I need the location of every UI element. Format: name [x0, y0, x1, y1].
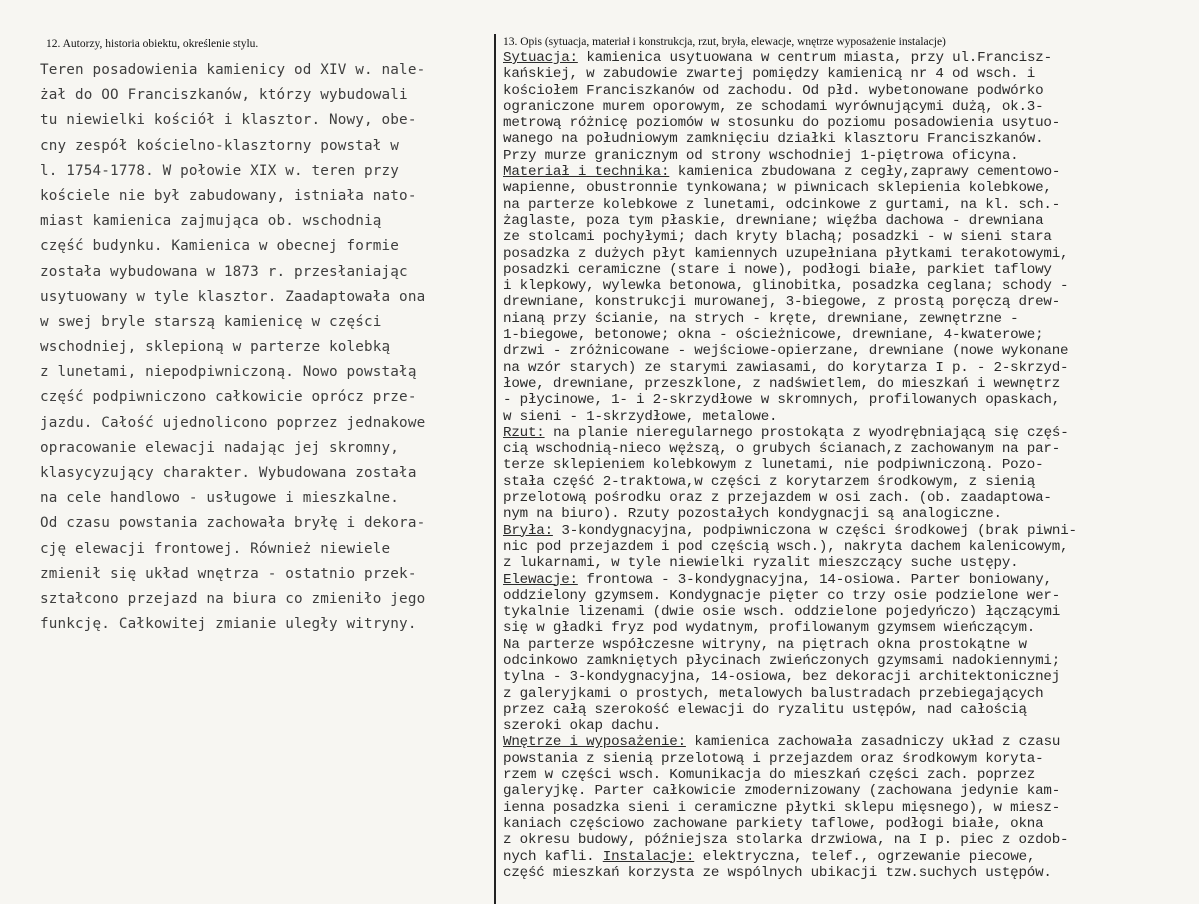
line-text: odcinkowo zamkniętych płycinach zwieńczonych gzymsami nadokiennymi;	[503, 652, 1061, 669]
line-text: z okresu budowy, późniejsza stolarka drzwiowa, na I p. piec z ozdob-	[503, 832, 1069, 849]
line-text: metrową różnicę poziomów w stosunku do poziomu posadowienia usytuo-	[503, 115, 1061, 132]
line-text: drewniane, konstrukcji murowanej, 3-biegowe, z prostą poręczą drew-	[503, 294, 1061, 311]
line-text: galeryjkę. Parter całkowicie zmodernizowany (zachowana jedynie kam-	[503, 783, 1061, 800]
section-13-column	[503, 36, 1195, 881]
text-line: część podpiwniczono całkowicie oprócz prze-	[40, 389, 417, 406]
text-line	[503, 50, 1195, 66]
text-line: ształcono przejazd na biura co zmieniło jego	[40, 590, 426, 607]
line-text: żaglaste, poza tym płaskie, drewniane; więźba dachowa - drewniana	[503, 212, 1044, 229]
text-line	[503, 588, 1195, 604]
line-text: kaniach częściowo zachowane parkiety taflowe, podłogi białe, okna	[503, 815, 1044, 832]
line-text: przelotową pośrodku oraz z przejazdem w osi zach. (ob. zaadaptowa-	[503, 490, 1052, 507]
text-line	[503, 99, 1195, 115]
text-line: na cele handlowo - usługowe i mieszkalne.	[40, 490, 400, 507]
text-line: cję elewacji frontowej. Również niewiele	[40, 540, 391, 557]
text-line: tu niewielki kościół i klasztor. Nowy, obe-	[40, 112, 417, 129]
section-12-body	[40, 58, 490, 637]
text-line	[503, 767, 1195, 783]
text-line	[503, 523, 1195, 539]
line-text: nych kafli.	[503, 848, 603, 865]
text-line: część budynku. Kamienica w obecnej formie	[40, 238, 400, 255]
text-line	[503, 425, 1195, 441]
text-line	[503, 115, 1195, 131]
line-text: posadzki ceramiczne (stare i nowe), podłogi białe, parkiet taflowy	[503, 261, 1052, 278]
text-line: została wybudowana w 1873 r. przesłaniając	[40, 263, 408, 280]
line-text: - płycinowe, 1- i 2-skrzydłowe w skromnych, profilowanych opaskach,	[503, 392, 1061, 409]
line-text: powstania z sienią przelotową i przejazdem oraz środkowym koryta-	[503, 750, 1044, 767]
text-line	[503, 718, 1195, 734]
subsection-heading: Elewacje:	[503, 571, 578, 588]
text-line	[503, 506, 1195, 522]
text-line	[503, 637, 1195, 653]
text-line	[503, 751, 1195, 767]
section-13-title: 13. Opis (sytuacja, materiał i konstrukcja, rzut, bryła, elewacje, wnętrze wyposażenie instalacje)	[503, 36, 946, 48]
line-text: z lukarnami, w tyle niewielki ryzalit mieszczący suche ustępy.	[503, 555, 1019, 572]
line-text: stała część 2-traktowa,w części z korytarzem środkowym, z sienią	[503, 473, 1036, 490]
text-line	[503, 702, 1195, 718]
line-text: na wzór starych) ze starymi zawiasami, do korytarza I p. - 2-skrzyd-	[503, 359, 1069, 376]
subsection-heading: Bryła:	[503, 522, 553, 539]
line-text: nianą przy ścianie, na strych - kręte, drewniane, zewnętrzne -	[503, 310, 1019, 327]
section-13-body	[503, 50, 1195, 881]
line-text: kościołem Franciszkanów od zachodu. Od płd. wybetonowane podwórko	[503, 82, 1044, 99]
line-text: wanego na południowym zamknięciu działki klasztoru Franciszkanów.	[503, 131, 1044, 148]
line-text: ienna posadzka sieni i ceramiczne płytki sklepu mięsnego), w miesz-	[503, 799, 1061, 816]
column-divider	[494, 34, 496, 904]
text-line	[503, 865, 1195, 881]
text-line	[503, 311, 1195, 327]
text-line	[503, 197, 1195, 213]
text-line	[503, 66, 1195, 82]
line-text: 1-biegowe, betonowe; okna - ościeżnicowe, drewniane, 4-kwaterowe;	[503, 327, 1044, 344]
text-line: opracowanie elewacji nadając jej skromny,	[40, 439, 400, 456]
text-line	[503, 392, 1195, 408]
text-line: jazdu. Całość ujednolicono poprzez jednakowe	[40, 414, 426, 431]
line-text: ze stolcami pochyłymi; dach kryty blachą; posadzki - w sieni stara	[503, 229, 1052, 246]
subsection-heading: Instalacje:	[602, 848, 695, 865]
line-text: ograniczone murem oporowym, ze schodami wyrównującymi dużą, ok.3-	[503, 98, 1044, 115]
line-text: tylna - 3-kondygnacyjna, 14-osiowa, bez dekoracji architektonicznej	[503, 669, 1061, 686]
line-text: łowe, drewniane, przeszklone, z nadświetlem, do mieszkań i wewnętrz	[503, 375, 1061, 392]
text-line	[503, 409, 1195, 425]
text-line	[503, 164, 1195, 180]
text-line: kościele nie był zabudowany, istniała nato-	[40, 187, 417, 204]
text-line	[503, 800, 1195, 816]
text-line	[503, 441, 1195, 457]
text-line	[503, 213, 1195, 229]
line-text: elektryczna, telef., ogrzewanie piecowe,	[702, 848, 1036, 865]
text-line	[503, 849, 1195, 865]
text-line	[503, 832, 1195, 848]
text-line	[503, 180, 1195, 196]
line-text: i klepkowy, wylewka betonowa, glinobitka, posadzka ceglana; schody -	[503, 278, 1069, 295]
text-line: Od czasu powstania zachowała bryłę i dekora-	[40, 515, 426, 532]
text-line	[503, 734, 1195, 750]
line-text: rzem w części wsch. Komunikacja do mieszkań części zach. poprzez	[503, 767, 1036, 784]
text-line: wschodniej, sklepioną w parterze kolebką	[40, 339, 391, 356]
text-line	[503, 816, 1195, 832]
text-line	[503, 620, 1195, 636]
line-text: przez całą szerokość elewacji do ryzalitu ustępów, nad całością	[503, 701, 1027, 718]
line-text: część mieszkań korzysta ze wspólnych ubikacji tzw.suchych ustępów.	[503, 864, 1052, 881]
text-line	[503, 83, 1195, 99]
subsection-heading: Sytuacja:	[503, 50, 578, 66]
line-text: drzwi - zróżnicowane - wejściowe-opierzane, drewniane (nowe wykonane	[503, 343, 1069, 360]
subsection-heading: Materiał i technika:	[503, 164, 670, 181]
text-line: żał do OO Franciszkanów, którzy wybudowali	[40, 87, 408, 104]
line-text: kamienica zbudowana z cegły,zaprawy cementowo-	[677, 164, 1061, 181]
text-line	[503, 555, 1195, 571]
text-line	[503, 360, 1195, 376]
text-line	[503, 457, 1195, 473]
line-text: na planie nieregularnego prostokąta z wyodrębniającą się częś-	[553, 424, 1069, 441]
text-line: cny zespół kościelno-klasztorny powstał w	[40, 137, 400, 154]
text-line	[503, 148, 1195, 164]
line-text: Przy murze granicznym od strony wschodniej 1-piętrowa oficyna.	[503, 147, 1019, 164]
text-line	[503, 686, 1195, 702]
line-text: nym na biuro). Rzuty pozostałych kondygnacji są analogiczne.	[503, 506, 1002, 523]
line-text: kamienica usytuowana w centrum miasta, przy ul.Francisz-	[586, 50, 1052, 66]
text-line	[503, 246, 1195, 262]
text-line	[503, 131, 1195, 147]
text-line	[503, 229, 1195, 245]
text-line: zmienił się układ wnętrza - ostatnio przek-	[40, 565, 417, 582]
text-line: l. 1754-1778. W połowie XIX w. teren przy	[40, 162, 400, 179]
subsection-heading: Wnętrze i wyposażenie:	[503, 734, 686, 751]
text-line	[503, 343, 1195, 359]
text-line	[503, 327, 1195, 343]
text-line	[503, 604, 1195, 620]
line-text: się w gładki fryz pod wydatnym, profilowanym gzymsem wieńczącym.	[503, 620, 1036, 637]
text-line	[503, 262, 1195, 278]
text-line: w swej bryle starszą kamienicę w części	[40, 313, 382, 330]
line-text: wapienne, obustronnie tynkowana; w piwnicach sklepienia kolebkowe,	[503, 180, 1052, 197]
line-text: szeroki okap dachu.	[503, 718, 661, 735]
line-text: cią wschodnią-nieco węższą, o grubych ścianach,z zachowanym na par-	[503, 441, 1061, 458]
subsection-heading: Rzut:	[503, 424, 545, 441]
section-12-column	[40, 38, 490, 637]
text-line: klasycyzujący charakter. Wybudowana została	[40, 465, 417, 481]
text-line	[503, 278, 1195, 294]
text-line	[503, 669, 1195, 685]
text-line	[503, 783, 1195, 799]
line-text: Na parterze współczesne witryny, na piętrach okna prostokątne w	[503, 636, 1027, 653]
line-text: terze sklepieniem kolebkowym z lunetami, nie podpiwniczoną. Pozo-	[503, 457, 1044, 474]
line-text: w sieni - 1-skrzydłowe, metalowe.	[503, 408, 778, 425]
text-line	[503, 474, 1195, 490]
text-line: miast kamienica zajmująca ob. wschodnią	[40, 213, 382, 230]
section-12-title: 12. Autorzy, historia obiektu, określenie stylu.	[46, 38, 259, 50]
line-text: posadzka z dużych płyt kamiennych uzupełniana płytkami terakotowymi,	[503, 245, 1069, 262]
line-text: na parterze kolebkowe z lunetami, odcinkowe z gurtami, na kl. sch.-	[503, 196, 1061, 213]
text-line	[503, 539, 1195, 555]
line-text: frontowa - 3-kondygnacyjna, 14-osiowa. Parter boniowany,	[586, 571, 1052, 588]
text-line	[503, 653, 1195, 669]
line-text: oddzielony gzymsem. Kondygnacje pięter co trzy osie podzielone wer-	[503, 587, 1061, 604]
text-line	[503, 490, 1195, 506]
line-text: nic pod przejazdem i pod częścią wsch.), nakryta dachem kalenicowym,	[503, 538, 1069, 555]
text-line: usytuowany w tyle klasztor. Zaadaptowała ona	[40, 288, 426, 305]
text-line	[503, 572, 1195, 588]
line-text: kamienica zachowała zasadniczy układ z czasu	[694, 734, 1061, 751]
text-line: funkcję. Całkowitej zmianie uległy witryny.	[40, 616, 417, 633]
text-line	[503, 294, 1195, 310]
line-text: kańskiej, w zabudowie zwartej pomiędzy kamienicą nr 4 od wsch. i	[503, 66, 1036, 83]
text-line	[503, 376, 1195, 392]
line-text: z galeryjkami o prostych, metalowych balustradach przebiegających	[503, 685, 1044, 702]
text-line: z lunetami, niepodpiwniczoną. Nowo powstałą	[40, 364, 417, 381]
line-text: 3-kondygnacyjna, podpiwniczona w części środkowej (brak piwni-	[561, 522, 1077, 539]
line-text: tykalnie lizenami (dwie osie wsch. oddzielone pojedyńczo) łączącymi	[503, 604, 1061, 621]
text-line: Teren posadowienia kamienicy od XIV w. nale-	[40, 62, 426, 78]
